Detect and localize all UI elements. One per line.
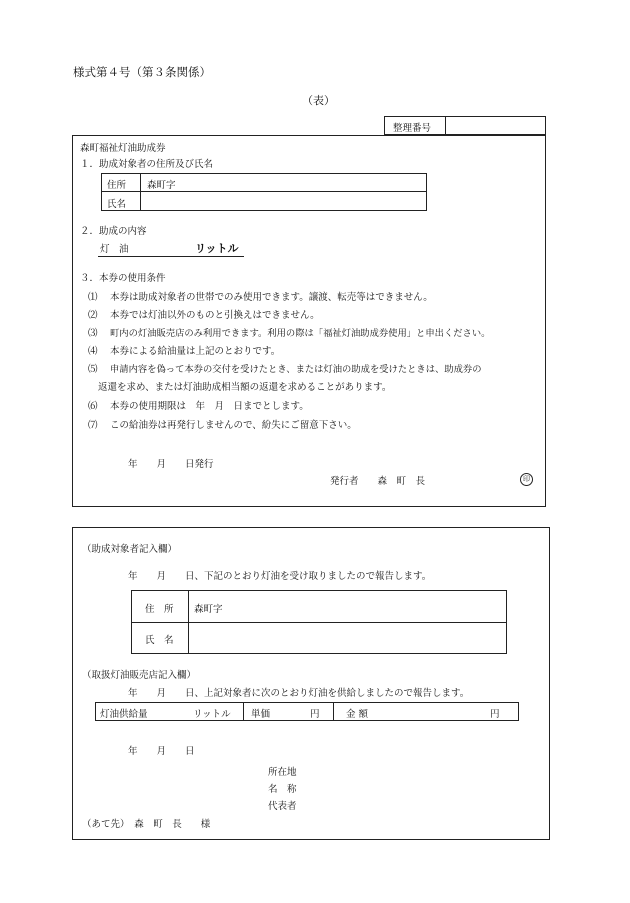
side-label: （表） [302,94,335,107]
condition-text: 町内の灯油販売店のみ利用できます。利用の際は「福祉灯油助成券使用」と申出ください。 [110,328,491,339]
shop-name-label: 名 称 [268,784,297,795]
condition-text: この給油券は再発行しませんので、紛失にご留意下さい。 [110,420,357,431]
representative-label: 代表者 [268,801,297,812]
condition-num: ⑶ [88,328,98,339]
condition-num: ⑺ [88,420,98,431]
issue-date: 年 月 日発行 [128,459,214,470]
seal-mark: 印 [520,473,533,486]
condition-text: 本券は助成対象者の世帯でのみ使用できます。譲渡、転売等はできません。 [110,292,433,303]
section3-heading: ３．本券の使用条件 [80,273,166,284]
section1-heading: １．助成対象者の住所及び氏名 [80,159,214,170]
report-address-label: 住 所 [145,604,174,615]
unit-price-unit: 円 [310,709,320,720]
amount-unit: 円 [490,709,500,720]
kerosene-underline [98,256,244,257]
recipient-heading: （助成対象者記入欄） [82,544,178,555]
condition-num: ⑴ [88,292,98,303]
report-address-value: 森町字 [194,604,223,615]
seiri-number-label: 整理番号 [393,123,432,134]
condition-num: ⑵ [88,310,98,321]
condition-text: 本券による給油量は上記のとおりです。 [110,346,281,357]
dealer-heading: （取扱灯油販売店記入欄） [82,670,197,681]
dealer-date: 年 月 日 [128,746,195,757]
condition-num: ⑹ [88,401,98,412]
condition-text: 本券では灯油以外のものと引換えはできません。 [110,310,320,321]
supply-unit: リットル [193,709,231,720]
report-name-label: 氏 名 [145,635,174,646]
condition-num: ⑷ [88,346,98,357]
condition-text: 返還を求め、または灯油助成相当額の返還を求めることがあります。 [98,382,392,393]
name-label: 氏名 [107,199,127,210]
liter-label: リットル [195,242,239,255]
supply-table [95,702,519,721]
addressee: （あて先） 森 町 長 様 [82,819,211,830]
amount-label: 金 額 [346,709,369,720]
unit-price-label: 単価 [251,709,271,720]
issuer: 発行者 森 町 長 [330,476,426,487]
location-label: 所在地 [268,767,297,778]
address-value: 森町字 [147,180,176,191]
condition-text: 申請内容を偽って本券の交付を受けたとき、または灯油の助成を受けたときは、助成券の [110,364,482,375]
condition-num: ⑸ [88,364,98,375]
kerosene-label: 灯 油 [100,244,129,255]
address-label: 住所 [107,180,127,191]
recipient-sentence: 年 月 日、下記のとおり灯油を受け取りましたので報告します。 [128,571,432,582]
section2-heading: ２．助成の内容 [80,226,147,237]
condition-text: 本券の使用期限は 年 月 日までとします。 [110,401,309,412]
dealer-sentence: 年 月 日、上記対象者に次のとおり灯油を供給しましたので報告します。 [128,688,470,699]
supply-label: 灯油供給量 [100,709,148,720]
form-number: 様式第４号（第３条関係） [73,65,211,79]
ticket-title: 森町福祉灯油助成券 [80,143,166,154]
